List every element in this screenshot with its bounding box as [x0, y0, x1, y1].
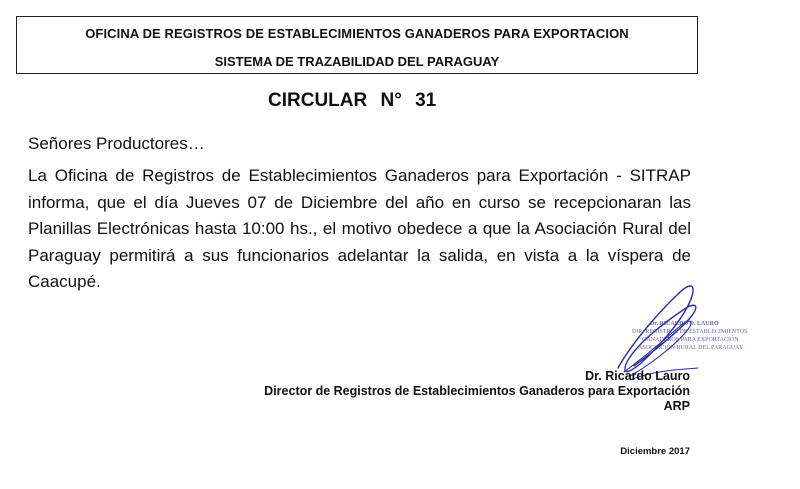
signatory-organization: ARP: [663, 399, 690, 413]
stamp-line-dept: GANADEROS PARA EXPORTACIÓN: [642, 337, 739, 343]
letter-greeting: Señores Productores…: [28, 134, 205, 153]
stamp-line-name: Dr. RICARDO D. LAURO: [650, 321, 719, 327]
letter-body: La Oficina de Registros de Establecimientos Ganaderos para Exportación - SITRAP informa, que el día Jueves 07 de Diciembre del año en curso se recepcionaran las Planillas Electrónicas hasta 10:00 hs., el motivo obedece a que la Asociación Rural del Paraguay permitirá a sus funcionarios adelantar la salida, en vista a la víspera de Caacupé.: [28, 166, 691, 291]
header-system-name: SISTEMA DE TRAZABILIDAD DEL PARAGUAY: [214, 54, 500, 69]
stamp-line-org: ASOCIACIÓN RURAL DEL PARAGUAY: [638, 345, 744, 351]
signatory-name: Dr. Ricardo Lauro: [585, 369, 690, 383]
signatory-title: Director de Registros de Establecimientos Ganaderos para Exportación: [264, 384, 690, 398]
document-date: Diciembre 2017: [620, 446, 690, 457]
document-header: [16, 16, 698, 74]
header-office-name: OFICINA DE REGISTROS DE ESTABLECIMIENTOS GANADEROS PARA EXPORTACION: [85, 26, 629, 41]
circular-title: CIRCULAR N° 31: [268, 90, 437, 111]
stamp-line-title: DIR. REGISTROS DE ESTABLECIMIENTOS: [632, 329, 748, 335]
